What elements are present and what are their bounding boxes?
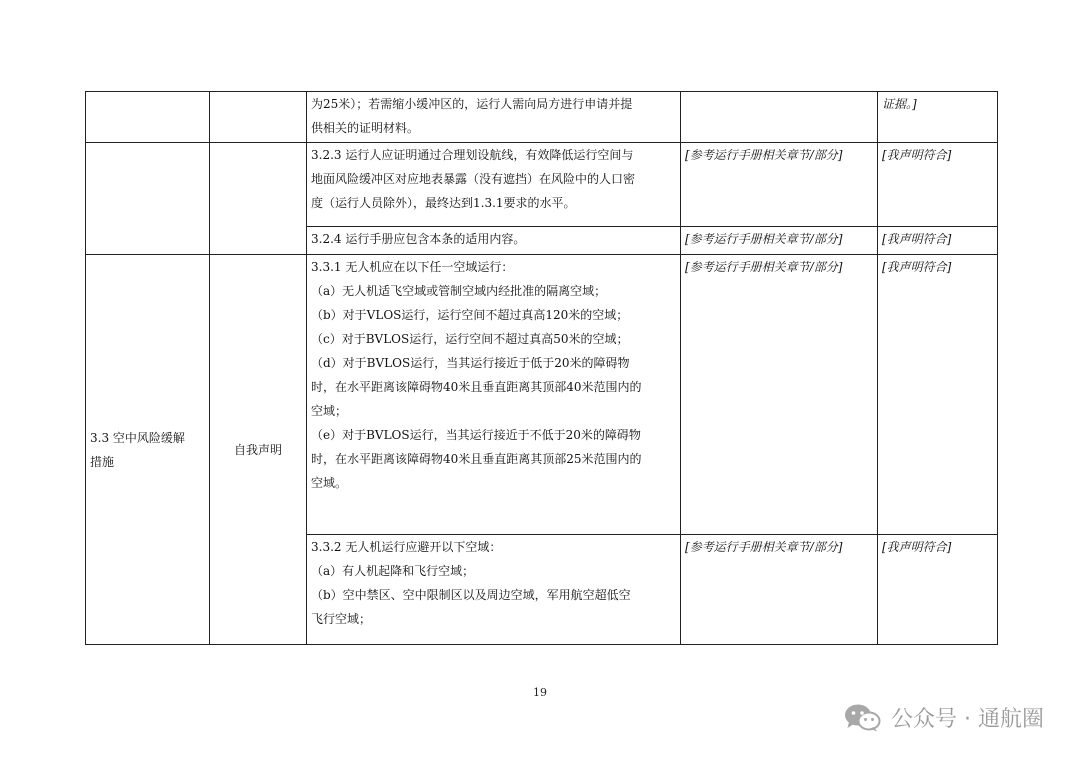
clause-cell <box>307 535 681 645</box>
watermark-text: 公众号 · 通航圈 <box>891 707 1044 732</box>
clause-line: 飞行空域； <box>311 612 372 626</box>
clause-line: 3.3.1 无人机应在以下任一空域运行： <box>311 260 514 274</box>
reference-cell: [参考运行手册相关章节/部分] <box>681 143 878 227</box>
clause-line: （b）对于VLOS运行，运行空间不超过真高120米的空域； <box>311 308 629 322</box>
page-number: 19 <box>533 686 547 699</box>
clause-line: 为25米）；若需缩小缓冲区的，运行人需向局方进行申请并提 <box>311 97 633 111</box>
clause-line: 时，在水平距离该障碍物40米且垂直距离其顶部40米范围内的 <box>311 380 642 394</box>
reference-cell: [参考运行手册相关章节/部分] <box>681 255 878 535</box>
reference-cell: [参考运行手册相关章节/部分] <box>681 227 878 255</box>
status-cell: 证据。] <box>878 92 998 143</box>
clause-cell <box>307 255 681 535</box>
clause-line: 时，在水平距离该障碍物40米且垂直距离其顶部25米范围内的 <box>311 452 642 466</box>
wechat-icon <box>843 703 881 733</box>
watermark <box>843 702 1044 733</box>
clause-line: （a）有人机起降和飞行空域； <box>311 564 475 578</box>
section-cell <box>86 255 210 645</box>
clause-line: 地面风险缓冲区对应地表暴露（没有遮挡）在风险中的人口密 <box>311 172 636 186</box>
section-line: 3.3 空中风险缓解 <box>90 430 185 445</box>
clause-line: 度（运行人员除外），最终达到1.3.1要求的水平。 <box>311 196 576 210</box>
clause-line: 3.2.4 运行手册应包含本条的适用内容。 <box>311 232 526 246</box>
clause-line: （e）对于BVLOS运行，当其运行接近于不低于20米的障碍物 <box>311 428 641 442</box>
method-cell <box>210 143 307 227</box>
clause-cell <box>307 143 681 227</box>
method-cell <box>210 227 307 255</box>
clause-line: 3.2.3 运行人应证明通过合理划设航线，有效降低运行空间与 <box>311 148 634 162</box>
status-cell: [我声明符合] <box>878 535 998 645</box>
clause-line: （b）空中禁区、空中限制区以及周边空域，军用航空超低空 <box>311 588 631 602</box>
clause-line: （d）对于BVLOS运行，当其运行接近于低于20米的障碍物 <box>311 356 630 370</box>
clause-line: 3.3.2 无人机运行应避开以下空域： <box>311 540 502 554</box>
table-row <box>86 92 998 143</box>
compliance-table <box>85 91 998 645</box>
table-row <box>86 255 998 535</box>
status-cell: [我声明符合] <box>878 255 998 535</box>
section-cell <box>86 92 210 143</box>
clause-cell <box>307 227 681 255</box>
method-cell: 自我声明 <box>210 255 307 645</box>
reference-cell <box>681 92 878 143</box>
clause-line: 空域； <box>311 404 348 418</box>
clause-line: （a）无人机适飞空域或管制空域内经批准的隔离空域； <box>311 284 607 298</box>
clause-line: 空域。 <box>311 476 348 490</box>
section-cell <box>86 143 210 227</box>
table-row <box>86 143 998 227</box>
table-row <box>86 227 998 255</box>
status-cell: [我声明符合] <box>878 227 998 255</box>
clause-cell <box>307 92 681 143</box>
clause-line: 供相关的证明材料。 <box>311 121 420 135</box>
section-line: 措施 <box>90 454 115 469</box>
reference-cell: [参考运行手册相关章节/部分] <box>681 535 878 645</box>
clause-line: （c）对于BVLOS运行，运行空间不超过真高50米的空域； <box>311 332 629 346</box>
status-cell: [我声明符合] <box>878 143 998 227</box>
method-cell <box>210 92 307 143</box>
section-cell <box>86 227 210 255</box>
